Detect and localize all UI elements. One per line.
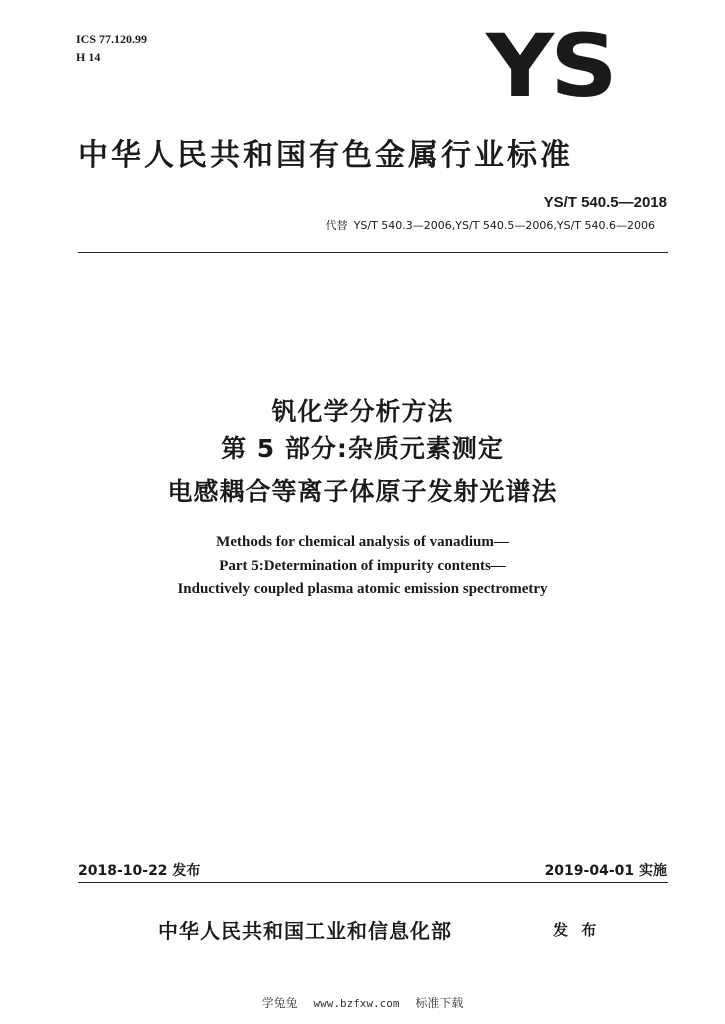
title-en-line1: Methods for chemical analysis of vanadium—: [216, 534, 509, 550]
title-zh-line2: 第 5 部分:杂质元素测定: [221, 434, 504, 463]
title-en-line3: Inductively coupled plasma atomic emission spectrometry: [177, 581, 548, 597]
header-divider: [78, 252, 668, 253]
publisher-name: 中华人民共和国工业和信息化部: [158, 919, 452, 943]
footer-url[interactable]: www.bzfxw.com: [313, 997, 400, 1010]
industry-standard-title: 中华人民共和国有色金属行业标准: [78, 138, 573, 173]
footer-site-name: 学兔兔: [261, 996, 298, 1010]
footer-tagline: 标准下载: [415, 996, 464, 1010]
issue-date: 2018-10-22 发布: [78, 863, 201, 879]
watermark-footer: [0, 994, 725, 1011]
replaces-value: YS/T 540.3—2006,YS/T 540.5—2006,YS/T 540.6—2006: [353, 219, 655, 232]
implementation-date: 2019-04-01 实施: [544, 863, 667, 879]
ys-logo: [486, 17, 636, 118]
ics-code: ICS 77.120.99: [76, 32, 148, 46]
replaces-line: [326, 217, 655, 233]
replaces-label: 代替: [325, 219, 348, 232]
publisher-action: 发 布: [553, 921, 601, 939]
ccs-code: H 14: [76, 50, 101, 64]
ys-logo-text: YS: [486, 17, 614, 118]
date-divider: [78, 882, 668, 883]
title-en-line2: Part 5:Determination of impurity contents—: [219, 558, 506, 574]
classification-codes: [76, 30, 147, 66]
title-zh-line3: 电感耦合等离子体原子发射光谱法: [167, 477, 558, 506]
title-zh-line1: 钒化学分析方法: [271, 397, 454, 426]
standard-number: YS/T 540.5—2018: [543, 194, 667, 211]
